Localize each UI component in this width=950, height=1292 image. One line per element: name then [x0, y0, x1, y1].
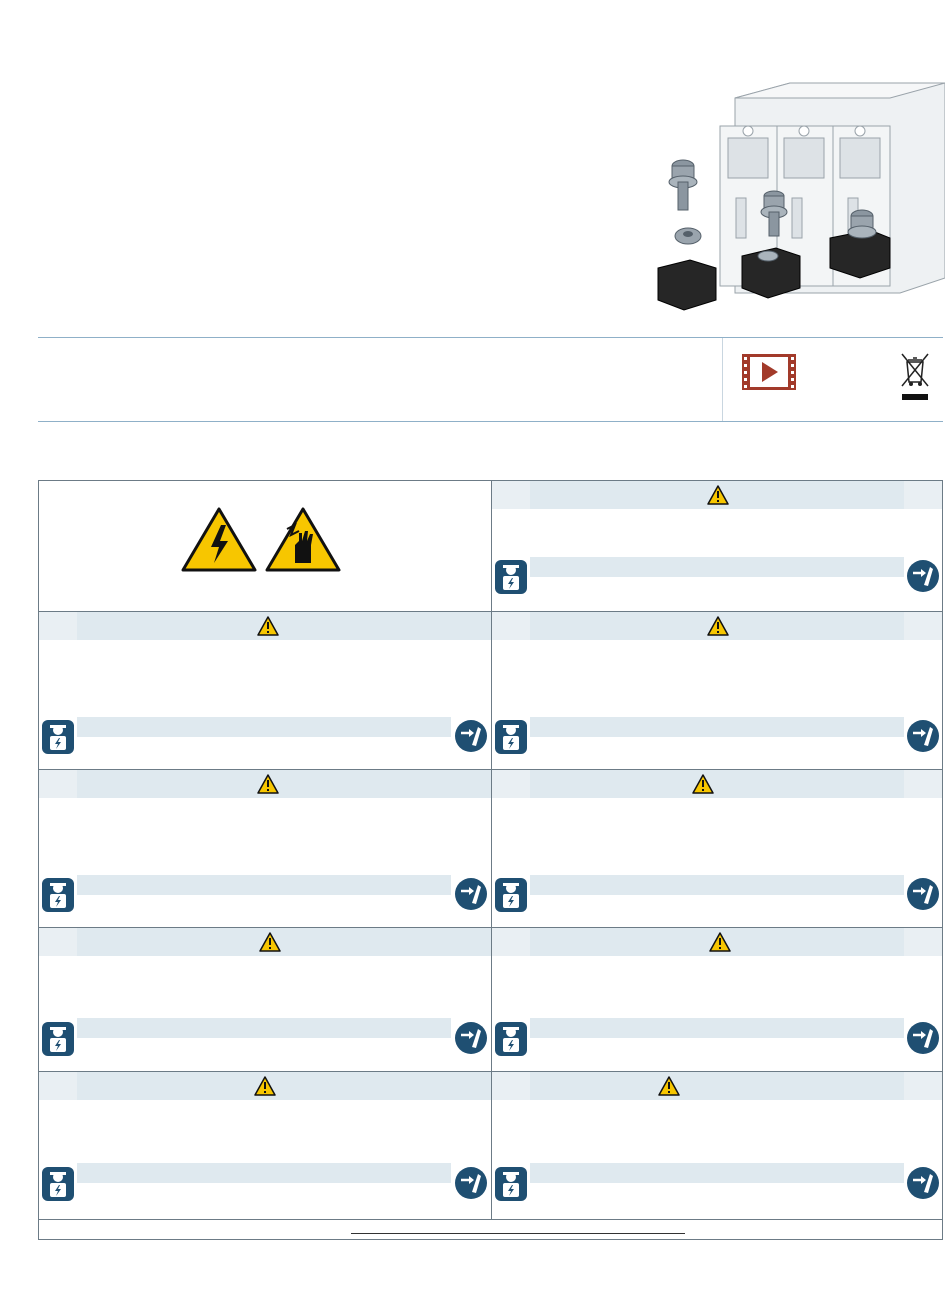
panel-warning-header — [530, 1072, 904, 1100]
panel-header-end-cell — [904, 770, 942, 798]
caution-triangle-icon — [259, 932, 281, 957]
panel-header-number-cell — [39, 928, 77, 956]
caution-triangle-icon — [254, 1076, 276, 1101]
read-instructions-icon[interactable] — [906, 1166, 940, 1205]
panel-instruction-bar — [530, 1163, 904, 1183]
header-info-band — [38, 337, 943, 422]
electrician-icon — [494, 877, 528, 918]
electrician-icon — [41, 877, 75, 918]
panel-header-end-cell — [904, 612, 942, 640]
panel-instruction-bar — [77, 1163, 451, 1183]
read-instructions-icon[interactable] — [454, 877, 488, 916]
footer-link-underline[interactable] — [351, 1233, 685, 1234]
caution-triangle-icon — [707, 616, 729, 641]
electrician-icon — [494, 1166, 528, 1207]
weee-crossed-bin-icon — [900, 352, 930, 407]
electrician-icon — [41, 719, 75, 760]
panel-instruction-bar — [77, 1018, 451, 1038]
panel-instruction-bar — [530, 875, 904, 895]
safety-instructions-table — [38, 480, 943, 1240]
panel-instruction-bar — [530, 1018, 904, 1038]
panel-warning-header — [77, 612, 491, 640]
read-instructions-icon[interactable] — [906, 719, 940, 758]
panel-header-number-cell — [492, 928, 530, 956]
panel-warning-header — [530, 481, 904, 509]
panel-header-end-cell — [904, 481, 942, 509]
caution-triangle-icon — [709, 932, 731, 957]
panel-warning-header — [77, 770, 491, 798]
panel-instruction-bar — [77, 717, 451, 737]
panel-warning-header — [77, 1072, 491, 1100]
read-instructions-icon[interactable] — [454, 1021, 488, 1060]
read-instructions-icon[interactable] — [454, 719, 488, 758]
electrician-icon — [41, 1166, 75, 1207]
panel-instruction-bar — [530, 717, 904, 737]
panel-header-end-cell — [904, 928, 942, 956]
read-instructions-icon[interactable] — [454, 1166, 488, 1205]
electric-shock-hand-warning-icon — [265, 507, 341, 578]
panel-header-number-cell — [39, 1072, 77, 1100]
panel-warning-header — [530, 928, 904, 956]
electrician-icon — [41, 1021, 75, 1062]
panel-header-number-cell — [492, 1072, 530, 1100]
caution-triangle-icon — [257, 774, 279, 799]
header-divider — [722, 338, 723, 421]
read-instructions-icon[interactable] — [906, 877, 940, 916]
panel-header-number-cell — [39, 612, 77, 640]
electrician-icon — [494, 719, 528, 760]
read-instructions-icon[interactable] — [906, 1021, 940, 1060]
table-footer-row — [39, 1219, 942, 1240]
caution-triangle-icon — [257, 616, 279, 641]
panel-header-number-cell — [492, 481, 530, 509]
product-illustration — [650, 78, 945, 318]
panel-header-number-cell — [492, 612, 530, 640]
panel-warning-header — [530, 770, 904, 798]
column-divider — [491, 481, 492, 1219]
panel-instruction-bar — [530, 557, 904, 577]
panel-header-number-cell — [492, 770, 530, 798]
panel-header-number-cell — [39, 770, 77, 798]
caution-triangle-icon — [707, 485, 729, 510]
read-instructions-icon[interactable] — [906, 559, 940, 598]
electrician-icon — [494, 1021, 528, 1062]
high-voltage-warning-icon — [181, 507, 257, 578]
panel-header-end-cell — [904, 1072, 942, 1100]
panel-warning-header — [77, 928, 491, 956]
panel-instruction-bar — [77, 875, 451, 895]
caution-triangle-icon — [692, 774, 714, 799]
panel-warning-header — [530, 612, 904, 640]
video-play-icon[interactable] — [742, 354, 796, 395]
caution-triangle-icon — [658, 1076, 680, 1101]
electrician-icon — [494, 559, 528, 600]
